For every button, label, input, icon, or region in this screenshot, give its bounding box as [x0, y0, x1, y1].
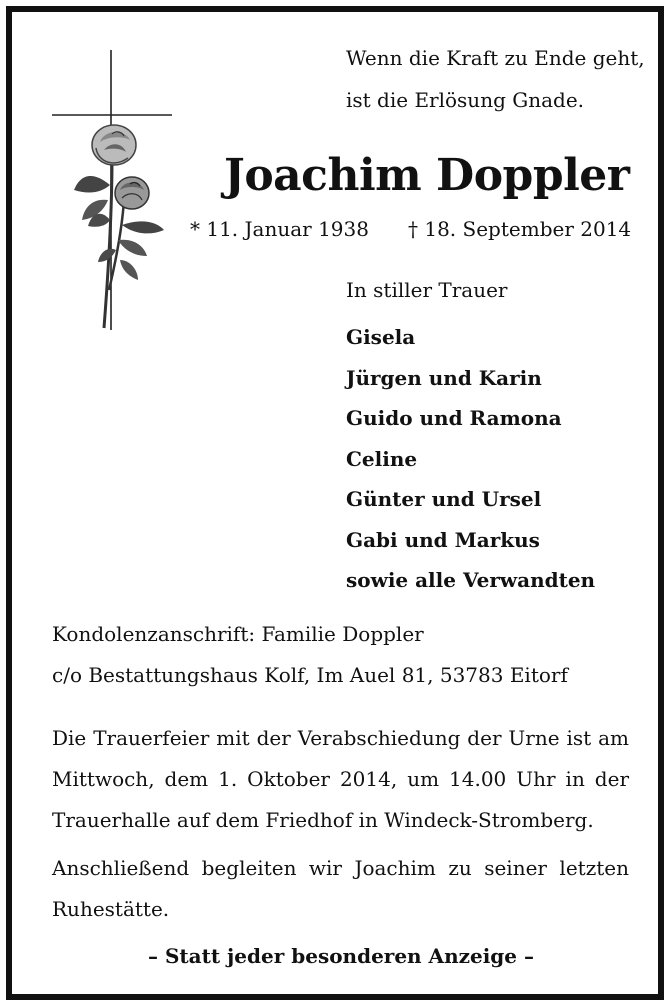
burial-paragraph: Anschließend begleiten wir Joachim zu seiner letzten Ruhestätte.: [52, 856, 629, 921]
mourning-intro: In stiller Trauer: [346, 278, 508, 302]
deceased-name: Joachim Doppler: [224, 150, 630, 201]
condolence-line-1: Kondolenzanschrift: Familie Doppler: [52, 622, 424, 646]
mourner-name: Guido und Ramona: [346, 406, 562, 430]
ceremony-paragraph: Die Trauerfeier mit der Verabschiedung der Urne ist am Mittwoch, dem 1. Oktober 2014, um 14.00 Uhr in der Trauerhalle auf dem Friedhof in Windeck-Stromberg.: [52, 726, 629, 832]
mourner-name: Jürgen und Karin: [346, 366, 542, 390]
mourner-name: Gisela: [346, 325, 416, 349]
obituary-notice: [6, 6, 664, 1000]
rose-cross-icon: [52, 50, 177, 340]
mourner-name: sowie alle Verwandten: [346, 568, 596, 592]
quote-line-2: ist die Erlösung Gnade.: [346, 88, 585, 112]
footer-note: – Statt jeder besonderen Anzeige –: [148, 944, 534, 968]
quote-line-1: Wenn die Kraft zu Ende geht,: [346, 46, 645, 70]
mourner-name: Günter und Ursel: [346, 487, 542, 511]
death-date: † 18. September 2014: [408, 217, 632, 241]
condolence-line-2: c/o Bestattungshaus Kolf, Im Auel 81, 53783 Eitorf: [52, 663, 568, 687]
mourner-name: Celine: [346, 447, 418, 471]
mourner-name: Gabi und Markus: [346, 528, 540, 552]
birth-date: * 11. Januar 1938: [190, 217, 369, 241]
